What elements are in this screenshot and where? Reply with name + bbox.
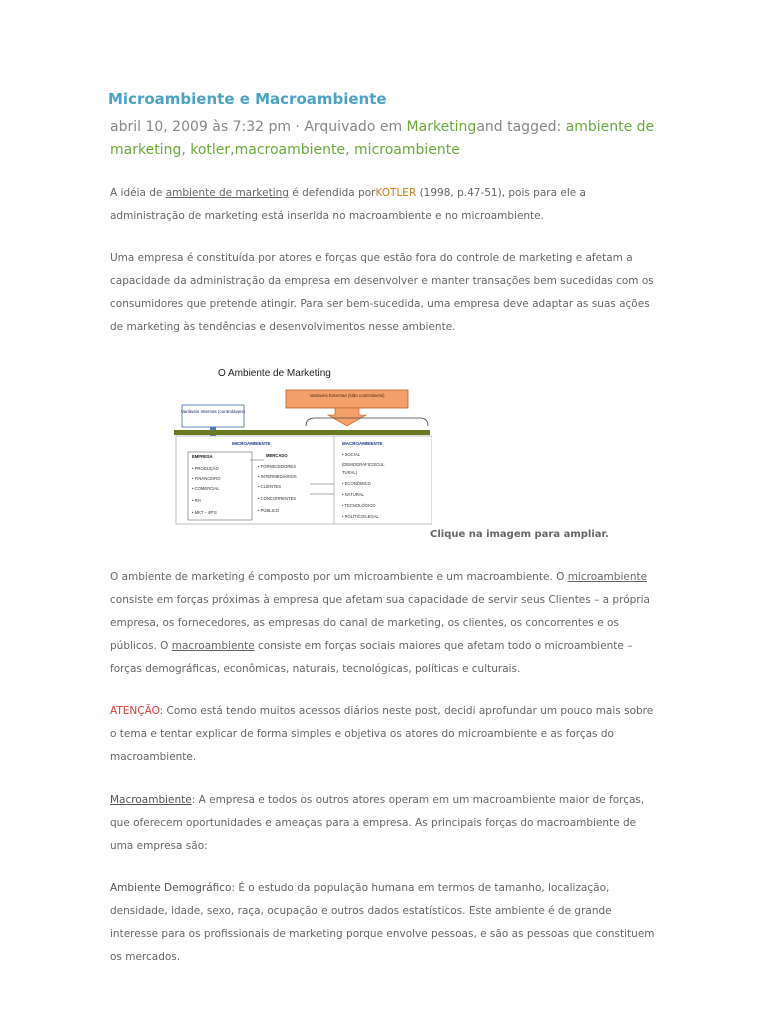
post-date: abril 10, 2009 às 7:32 pm · Arquivado em: [110, 119, 407, 135]
macro-item: • NATURAL: [342, 492, 364, 497]
marketing-environment-diagram[interactable]: [170, 360, 432, 530]
mercado-item: • CONCORRENTES: [258, 496, 297, 501]
text: A idéia de: [110, 187, 166, 199]
mercado-item: • PÚBLICO: [258, 508, 280, 513]
text: O ambiente de marketing é composto por um microambiente e um macroambiente. O: [110, 571, 568, 583]
macro-item: TURAL): [342, 470, 358, 475]
paragraph-2: Uma empresa é constituída por atores e forças que estão fora do controle de marketing e afetam a capacidade da administração da empresa em desenvolver e manter transações bem sucedidas com os consumidores que pretende atingir. Para ser bem-sucedida, uma empresa deve adaptar as suas ações de marketing às tendências e desenvolvimentos nesse ambiente.: [110, 252, 654, 333]
attention-label: ATENÇÃO:: [110, 705, 164, 717]
macro-item: • POLÍTICO/LEGAL: [342, 514, 379, 519]
tag-link[interactable]: ambiente de marketing: [110, 119, 655, 158]
empresa-item: • COMERCIAL: [192, 486, 220, 491]
mercado-item: • FORNECEDORES: [258, 464, 296, 469]
post-meta: abril 10, 2009 às 7:32 pm · Arquivado em Marketingand tagged: ambiente de marketing, kotler,macroambiente, microambiente: [110, 119, 655, 158]
tag-link[interactable]: microambiente: [354, 142, 460, 158]
empresa-item: • MKT – 4P'S: [192, 510, 217, 515]
text: : A empresa e todos os outros atores operam em um macroambiente maior de forças, que oferecem oportunidades e ameaças para a empresa. As principais forças do macroambiente de uma empresa são:: [110, 794, 645, 852]
mercado-item: • CLIENTES: [258, 484, 282, 489]
tag-link[interactable]: macroambiente: [234, 142, 346, 158]
figure-title: O Ambiente de Marketing: [218, 368, 331, 379]
text: consiste em forças sociais maiores que afetam todo o microambiente – forças demográficas, econômicas, naturais, tecnológicas, políticas e culturais.: [110, 640, 633, 675]
micro-head: MICROAMBIENTE: [232, 441, 271, 446]
post-title[interactable]: Microambiente e Macroambiente: [108, 90, 387, 108]
paragraph-macroambiente: [110, 789, 662, 858]
external-label: Variáveis Externas (Não controláveis): [309, 393, 385, 398]
empresa-item: • PRODUÇÃO: [192, 466, 219, 471]
macroambiente-label: Macroambiente: [110, 794, 192, 806]
bar: [174, 430, 430, 435]
paragraph-3: [110, 566, 662, 681]
macro-item: • ECONÔMICO: [342, 481, 371, 486]
figure-caption: Clique na imagem para ampliar.: [430, 529, 609, 540]
paragraph-intro: [110, 182, 662, 228]
empresa-item: • RH: [192, 498, 201, 503]
macro-head: MACROAMBIENTE: [342, 441, 383, 446]
tagged-label: and tagged:: [476, 119, 566, 135]
text: : É o estudo da população humana em termos de tamanho, localização, densidade, idade, sexo, raça, ocupação e outros dados estatísticos. Este ambiente é de grande interesse para os profissionais de marketing porque envolve pessoas, e são as pessoas que constituem os mercados.: [110, 882, 655, 963]
tag-link[interactable]: kotler: [190, 142, 231, 158]
microambiente-link[interactable]: microambiente: [567, 571, 648, 583]
macro-item: • SOCIAL: [342, 452, 360, 457]
mercado-item: • INTERMEDIÁRIOS: [258, 474, 297, 479]
macroambiente-link[interactable]: macroambiente: [171, 640, 255, 652]
empresa-head: EMPRESA: [192, 454, 213, 459]
brace: [306, 418, 428, 426]
text: (1998, p.47-51), pois para ele a administração de marketing está inserida no macroambiente e no microambiente.: [110, 187, 586, 222]
macro-item: • TECNOLÓGICO: [342, 503, 376, 508]
text: consiste em forças próximas à empresa que afetam sua capacidade de servir seus Clientes – a própria empresa, os fornecedores, as empresas do canal de marketing, os clientes, os concorrentes e os públicos. O: [110, 594, 650, 652]
text: é defendida por: [288, 187, 376, 199]
paragraph-attention: [110, 700, 662, 769]
text: Como está tendo muitos acessos diários neste post, decidi aprofundar um pouco mais sobre o tema e tentar explicar de forma simples e objetiva os atores do microambiente e as forças do macroambiente.: [110, 705, 654, 763]
demografico-label: Ambiente Demográfico: [110, 882, 232, 894]
category-link[interactable]: Marketing: [406, 119, 477, 135]
paragraph-demografico: [110, 877, 662, 969]
external-arrow: [328, 408, 366, 426]
macro-item: (DEMOGRÁFICO/CUL: [342, 462, 385, 467]
mercado-head: MERCADO: [266, 453, 288, 458]
empresa-item: • FINANCEIRO: [192, 476, 221, 481]
ambiente-link[interactable]: ambiente de marketing: [165, 187, 289, 199]
kotler-link[interactable]: KOTLER: [375, 187, 417, 199]
internal-label: Variáveis Internas (controláveis): [181, 409, 245, 414]
